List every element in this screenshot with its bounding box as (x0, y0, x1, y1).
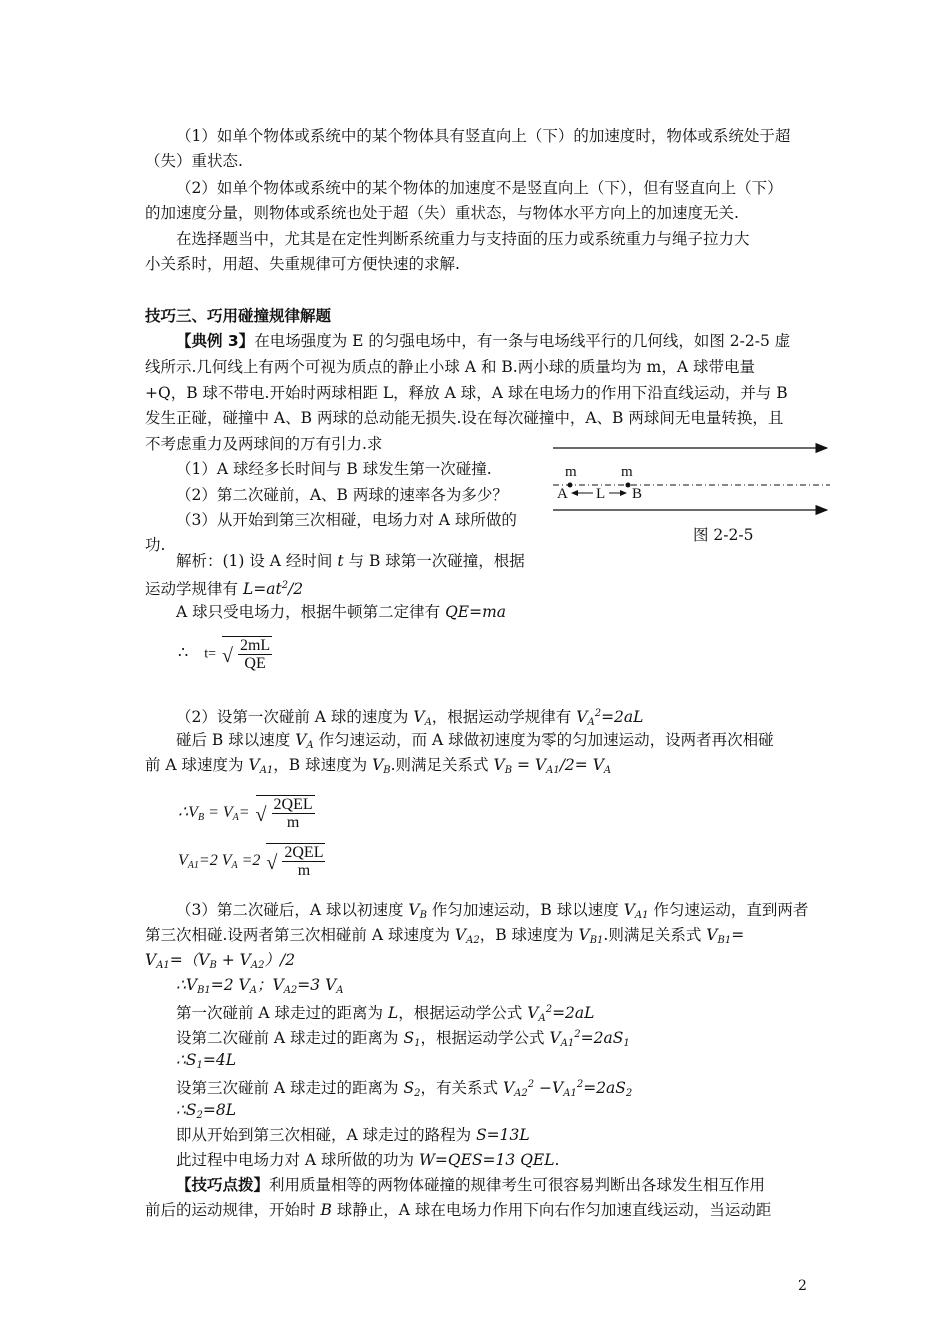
ball-b (626, 483, 631, 488)
solution-line: 即从开始到第三次相碰，A 球走过的路程为 S=13L (176, 1126, 530, 1144)
solution-line: 解析：(1) 设 A 经时间 t 与 B 球第一次碰撞，根据 (176, 552, 525, 570)
question-2: （2）第二次碰前，A、B 两球的速率各为多少？ (176, 486, 508, 504)
example-line: 【典例 3】在电场强度为 E 的匀强电场中，有一条与电场线平行的几何线，如图 2-2-5 虚 (176, 332, 791, 350)
solution-line: $\therefore S_2=8L$ (176, 1101, 237, 1121)
body-text: 的加速度分量，则物体或系统也处于超（失）重状态，与物体水平方向上的加速度无关. (145, 204, 739, 222)
solution-line: 运动学规律有 $L=at^2/2$ (145, 580, 304, 598)
tip-line: 【技巧点拨】利用质量相等的两物体碰撞的规律考生可很容易判断出各球发生相互作用 (176, 1176, 766, 1194)
section-title: 技巧三、巧用碰撞规律解题 (145, 307, 332, 325)
example-line: 发生正碰，碰撞中 A、B 两球的总动能无损失.设在每次碰撞中，A、B 两球间无电量转换，且 (145, 409, 784, 427)
ball-a (568, 483, 573, 488)
body-text: （2）如单个物体或系统中的某个物体的加速度不是竖直向上（下），但有竖直向上（下） (176, 179, 783, 197)
solution-line: （3）第二次碰后，A 球以初速度 $V_B$ 作匀加速运动，B 球以速度 $V_{A1}$ 作匀速运动，直到两者 (176, 901, 809, 921)
tip-line: 前后的运动规律，开始时 B 球静止，A 球在电场力作用下向右作匀加速直线运动，当运动距 (145, 1201, 772, 1219)
label-l: L (596, 486, 606, 502)
solution-line: $V_{A1}=(V_B + V_{A2})/2$ (145, 951, 296, 971)
equation-t: ∴ t= √ $\frac{2mL}{QE}$ (178, 637, 271, 672)
solution-line: 碰后 B 球以速度 $V_A$ 作匀速运动，而 A 球做初速度为零的匀加速运动，设两者再次相碰 (176, 731, 774, 751)
equation-vb: $\therefore V_B = V_A=$ √ $\frac{\text{2QEL}}{m}$ (178, 796, 313, 831)
example-label: 【典例 3】 (176, 332, 255, 350)
solution-line: 第一次碰前 A 球走过的距离为 L，根据运动学公式 $V_A^2=2aL$ (176, 1004, 595, 1024)
question-3-cont: 功. (145, 536, 166, 554)
mass-label-a: m (565, 464, 577, 480)
solution-line: 设第三次碰前 A 球走过的距离为 $S_2$，有关系式 $V_{A2}^2 -V_{A1}^2=2aS_2$ (176, 1079, 633, 1099)
body-text: （1）如单个物体或系统中的某个物体具有竖直向上（下）的加速度时，物体或系统处于超 (176, 127, 791, 145)
figure-caption: 图 2-2-5 (693, 526, 754, 544)
solution-line: 设第二次碰前 A 球走过的距离为 $S_1$，根据运动学公式 $V_{A1}^2=2aS_1$ (176, 1029, 630, 1049)
question-1: （1）A 球经多长时间与 B 球发生第一次碰撞. (176, 460, 492, 478)
example-line: 线所示.几何线上有两个可视为质点的静止小球 A 和 B.两小球的质量均为 m，A 球带电量 (145, 358, 755, 376)
label-a: A (557, 486, 568, 502)
figure-2-2-5 (545, 436, 835, 526)
tip-label: 【技巧点拨】 (176, 1176, 270, 1194)
body-text: （失）重状态. (145, 152, 243, 170)
label-b: B (632, 486, 643, 502)
solution-line: 此过程中电场力对 A 球所做的功为 W=QES=13 QEL. (176, 1151, 560, 1169)
solution-line: $\therefore S_1=4L$ (176, 1051, 237, 1071)
equation-va1: $V_{A1}=2$ $V_A =2$ √ $\frac{\text{2QEL}}{m}$ (178, 844, 324, 879)
solution-line: A 球只受电场力，根据牛顿第二定律有 QE=ma (176, 603, 507, 621)
solution-line: 第三次相碰.设两者第三次相碰前 A 球速度为 $V_{A2}$，B 球速度为 $V_{B1}$.则满足关系式 $V_{B1}=$ (145, 926, 745, 946)
body-text: 小关系时，用超、失重规律可方便快速的求解. (145, 255, 460, 273)
page-number: 2 (798, 1278, 807, 1294)
example-line: +Q，B 球不带电.开始时两球相距 L，释放 A 球，A 球在电场力的作用下沿直线运动，并与 B (145, 384, 788, 402)
body-text: 在选择题当中，尤其是在定性判断系统重力与支持面的压力或系统重力与绳子拉力大 (176, 230, 750, 248)
solution-line: 前 A 球速度为 $V_{A1}$，B 球速度为 $V_B$.则满足关系式 $V_B = V_{A1}/2= V_A$ (145, 756, 612, 776)
solution-line: （2）设第一次碰前 A 球的速度为 $V_A$，根据运动学规律有 $V_A^2=2aL$ (176, 708, 644, 728)
question-3: （3）从开始到第三次相碰，电场力对 A 球所做的 (176, 511, 517, 529)
example-line: 不考虑重力及两球间的万有引力.求 (145, 435, 383, 453)
mass-label-b: m (621, 464, 633, 480)
solution-line: $\therefore V_{B1}=2$ $V_A$；$V_{A2}=3$ $V_A$ (176, 976, 344, 996)
